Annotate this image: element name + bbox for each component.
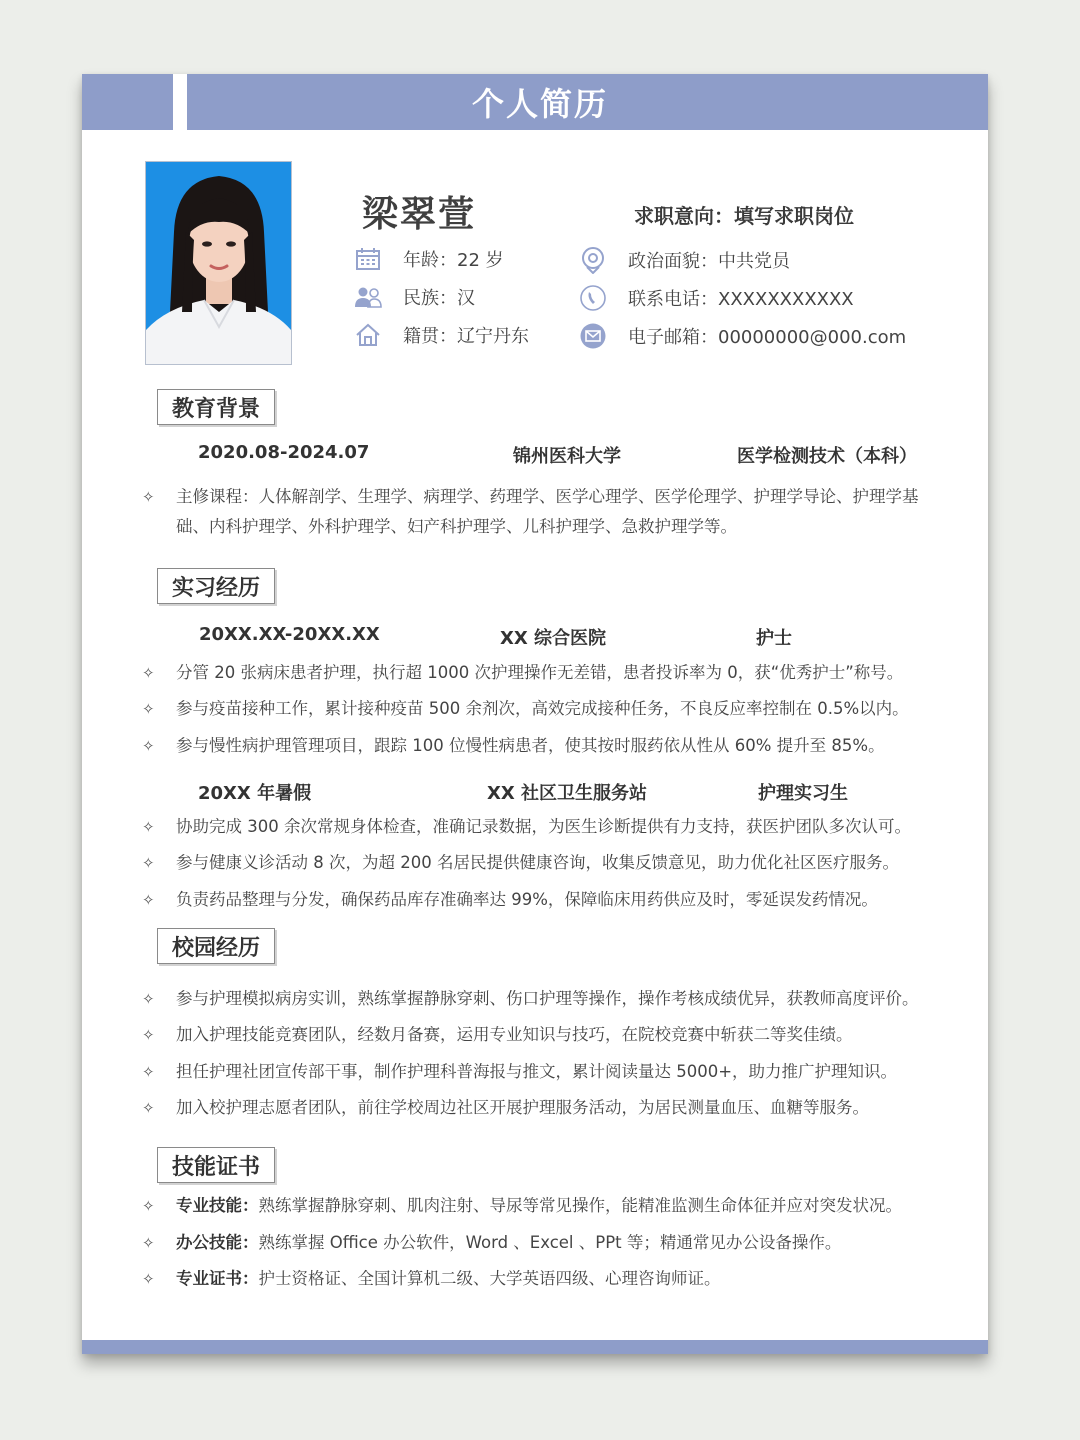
profile-photo: [145, 161, 292, 365]
edu-major: 医学检测技术（本科）: [737, 446, 917, 467]
list-item: ✧ 协助完成 300 余次常规身体检查，准确记录数据，为医生诊断提供有力支持，获医护团队多次认可。: [142, 812, 922, 842]
info-ethnicity: [353, 284, 475, 310]
edu-period: 2020.08-2024.07: [198, 442, 370, 463]
bullet-star-icon: ✧: [142, 1063, 155, 1081]
phone-text: 联系电话：XXXXXXXXXXX: [628, 289, 854, 310]
candidate-name: 梁翠萱: [362, 194, 477, 235]
age-text: 年龄：22 岁: [403, 250, 504, 271]
political-text: 政治面貌：中共党员: [628, 251, 790, 272]
skill-text: 熟练掌握静脉穿刺、肌肉注射、导尿等常见操作，能精准监测生命体征并应对突发状况。: [258, 1196, 902, 1215]
ethnicity-text: 民族：汉: [403, 288, 475, 309]
list-item: ✧ 担任护理社团宣传部干事，制作护理科普海报与推文，累计阅读量达 5000+，助力推广护理知识。: [142, 1057, 922, 1087]
list-item: ✧ 分管 20 张病床患者护理，执行超 1000 次护理操作无差错，患者投诉率为 0，获“优秀护士”称号。: [142, 658, 922, 688]
footer-bar: [82, 1340, 988, 1354]
bullet-star-icon: ✧: [142, 488, 155, 506]
bullet-star-icon: ✧: [142, 1234, 155, 1252]
bullet-star-icon: ✧: [142, 818, 155, 836]
list-item: [142, 1191, 922, 1221]
email-icon: [578, 323, 608, 349]
section-title-education: 教育背景: [157, 389, 275, 425]
list-item: ✧ 参与慢性病护理管理项目，跟踪 100 位慢性病患者，使其按时服药依从性从 60% 提升至 85%。: [142, 731, 922, 761]
home-icon: [353, 322, 383, 348]
bullet-star-icon: ✧: [142, 891, 155, 909]
job-period: 20XX 年暑假: [198, 783, 312, 804]
list-item: [142, 1228, 922, 1258]
bullet-star-icon: ✧: [142, 1026, 155, 1044]
bullet-star-icon: ✧: [142, 700, 155, 718]
section-title-skills: 技能证书: [157, 1147, 275, 1183]
header-accent-block: [82, 74, 173, 130]
location-pin-icon: [578, 247, 608, 273]
bullet-star-icon: ✧: [142, 854, 155, 872]
edu-courses: ✧ 主修课程：人体解剖学、生理学、病理学、药理学、医学心理学、医学伦理学、护理学导论、护理学基础、内科护理学、外科护理学、妇产科护理学、儿科护理学、急救护理学等。: [142, 482, 948, 542]
list-item: ✧ 参与护理模拟病房实训，熟练掌握静脉穿刺、伤口护理等操作，操作考核成绩优异，获教师高度评价。: [142, 984, 922, 1014]
job-org: XX 综合医院: [500, 628, 607, 649]
info-hometown: [353, 322, 529, 348]
hometown-text: 籍贯：辽宁丹东: [403, 326, 529, 347]
job-role: 护理实习生: [758, 783, 848, 804]
calendar-icon: [353, 246, 383, 272]
list-item: ✧ 参与健康义诊活动 8 次，为超 200 名居民提供健康咨询，收集反馈意见，助力优化社区医疗服务。: [142, 848, 922, 878]
info-email: [578, 323, 906, 349]
info-age: [353, 246, 504, 272]
section-title-campus: 校园经历: [157, 928, 275, 964]
bullet-star-icon: ✧: [142, 664, 155, 682]
header-bar: [187, 74, 988, 130]
info-political: [578, 247, 790, 273]
bullet-star-icon: ✧: [142, 1197, 155, 1215]
page-title: 个人简历: [471, 85, 608, 123]
skill-label: 专业技能：: [176, 1196, 259, 1215]
edu-school: 锦州医科大学: [513, 446, 621, 467]
skill-label: 专业证书：: [176, 1269, 259, 1288]
list-item: ✧ 负责药品整理与分发，确保药品库存准确率达 99%，保障临床用药供应及时，零延误发药情况。: [142, 885, 922, 915]
list-item: [142, 1264, 922, 1294]
email-text: 电子邮箱：00000000@000.com: [628, 327, 907, 348]
bullet-star-icon: ✧: [142, 990, 155, 1008]
skill-text: 护士资格证、全国计算机二级、大学英语四级、心理咨询师证。: [258, 1269, 721, 1288]
bullet-star-icon: ✧: [142, 737, 155, 755]
section-title-internship: 实习经历: [157, 568, 275, 604]
skill-label: 办公技能：: [176, 1233, 259, 1252]
list-item: ✧ 加入护理技能竞赛团队，经数月备赛，运用专业知识与技巧，在院校竞赛中斩获二等奖佳绩。: [142, 1020, 922, 1050]
job-org: XX 社区卫生服务站: [487, 783, 648, 804]
job-role: 护士: [756, 628, 792, 649]
skill-text: 熟练掌握 Office 办公软件，Word 、Excel 、PPt 等；精通常见办公设备操作。: [258, 1233, 842, 1252]
list-item: ✧ 加入校护理志愿者团队，前往学校周边社区开展护理服务活动，为居民测量血压、血糖等服务。: [142, 1093, 922, 1123]
info-phone: [578, 285, 854, 311]
bullet-star-icon: ✧: [142, 1270, 155, 1288]
job-period: 20XX.XX-20XX.XX: [199, 624, 380, 645]
job-intent: 求职意向：填写求职岗位: [634, 204, 854, 228]
bullet-star-icon: ✧: [142, 1099, 155, 1117]
phone-icon: [578, 285, 608, 311]
resume-sheet: [82, 74, 988, 1354]
list-item: ✧ 参与疫苗接种工作，累计接种疫苗 500 余剂次，高效完成接种任务，不良反应率控制在 0.5%以内。: [142, 694, 922, 724]
people-icon: [353, 284, 383, 310]
